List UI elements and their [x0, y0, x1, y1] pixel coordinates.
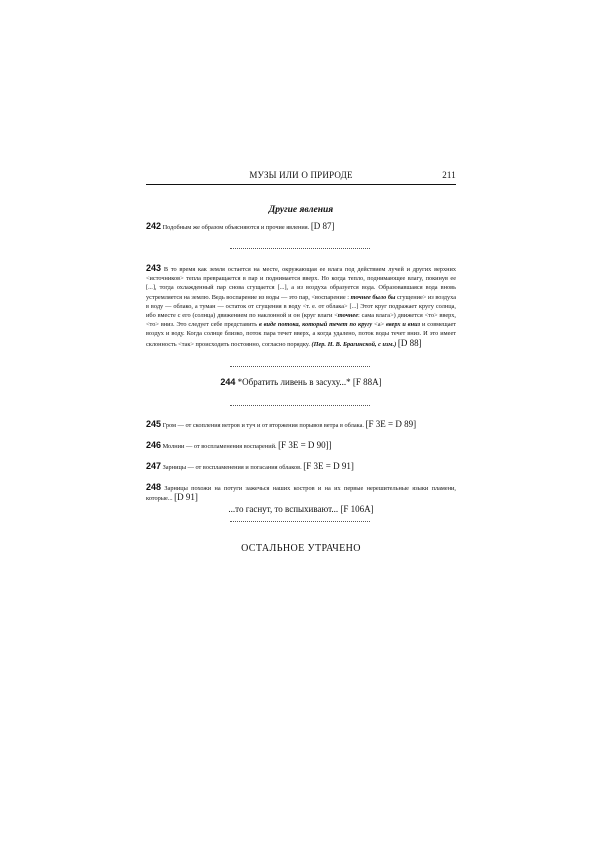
dotted-separator	[230, 248, 370, 249]
page-number: 211	[442, 170, 456, 180]
translator-note: (Пер. Н. В. Брагинской, с изм.)	[311, 340, 397, 348]
fragment-emphasis: в виде потока, который течет по кругу	[259, 321, 373, 329]
fragment-246	[146, 441, 456, 451]
fragment-text: ...то гаснут, то вспыхивают...	[228, 504, 339, 514]
fragment-ref: [F 106A]	[340, 504, 374, 514]
section-title: Другие явления	[268, 205, 334, 215]
fragment-247	[146, 462, 456, 472]
header-rule	[146, 184, 456, 185]
running-title: МУЗЫ ИЛИ О ПРИРОДЕ	[249, 170, 353, 180]
fragment-ref: [D 88]	[397, 337, 422, 348]
fragment-244	[146, 378, 456, 387]
fragment-248-continuation	[146, 505, 456, 514]
running-header	[146, 170, 456, 184]
fragment-emphasis: точнее было бы	[350, 293, 396, 301]
fragment-number: 248	[146, 482, 162, 492]
fragment-243	[146, 264, 456, 349]
fragment-number: 245	[146, 419, 162, 429]
fragment-245	[146, 420, 456, 430]
fragment-number: 246	[146, 440, 162, 450]
fragment-text: сгущение> из воздуха в воду — облако, а туман — остаток от сгущения в воду <т. е. от облака> [...] Этот круг подражает кругу солнца, ибо вместе с его (солнца) движением по наклонной и он (круг влаги <	[146, 293, 457, 320]
fragment-emphasis: вверх и вниз	[385, 321, 421, 329]
fragment-242	[146, 222, 456, 232]
fragment-text: : сама влага>) движется <то> вверх, <то> вниз. Это следует себе представить	[146, 312, 456, 329]
fragment-ref: [F 3E = D 90]]	[278, 440, 332, 450]
fragment-text: Зарницы — от воспламенения и погасания облаков.	[162, 464, 302, 471]
dotted-separator	[230, 366, 370, 367]
fragment-ref: [D 87]	[310, 221, 335, 231]
fragment-248	[146, 483, 456, 503]
fragment-ref: [D 91]	[174, 492, 198, 503]
fragment-text: и совмещает воздух и воду. Когда солнце близко, поток пара течет вверх, а когда удалено, поток воды течет вниз. И это имеет склонность <так> происходить постоянно, согласно порядку.	[146, 321, 457, 348]
fragment-ref: [F 3E = D 89]	[365, 419, 417, 429]
fragment-text: Гром — от скопления ветров и туч и от вторжения порывов ветра в облака.	[162, 422, 364, 429]
fragment-number: 247	[146, 461, 162, 471]
fragment-emphasis: точнее	[337, 312, 358, 320]
fragment-ref: [F 3E = D 91]	[303, 461, 354, 471]
fragment-text: Молнии — от воспламенения воспарений.	[162, 443, 277, 450]
fragment-text: В то время как земля остается на месте, окружающая ее влага под действием лучей и других верхних <источников> тепла превращается в пар и поднимается вверх. Но когда тепло, поднимающее влагу, покинув ее [...], тогда охлажденный пар снова сгущается [...], а из воздуха образуется вода. Образовавшаяся вода вновь устремляется на землю. Ведь воспарение из воды — это пар, <воспарение :	[146, 266, 456, 301]
fragment-number: 244	[220, 377, 236, 387]
fragment-text: Подобным же образом объясняются и прочие явления.	[162, 224, 310, 231]
fragment-number: 242	[146, 221, 162, 231]
fragment-text: *Обратить ливень в засуху...*	[237, 377, 351, 387]
fragment-text: Зарницы похожи на потуги зажечься наших костров и на их первые нерешительные языки пламени, которые...	[146, 485, 457, 503]
closing-note: ОСТАЛЬНОЕ УТРАЧЕНО	[241, 543, 361, 554]
fragment-ref: [F 88A]	[352, 377, 382, 387]
dotted-separator	[230, 405, 370, 406]
dotted-separator	[230, 521, 370, 522]
fragment-number: 243	[146, 263, 162, 273]
fragment-text: <а>	[374, 321, 385, 329]
